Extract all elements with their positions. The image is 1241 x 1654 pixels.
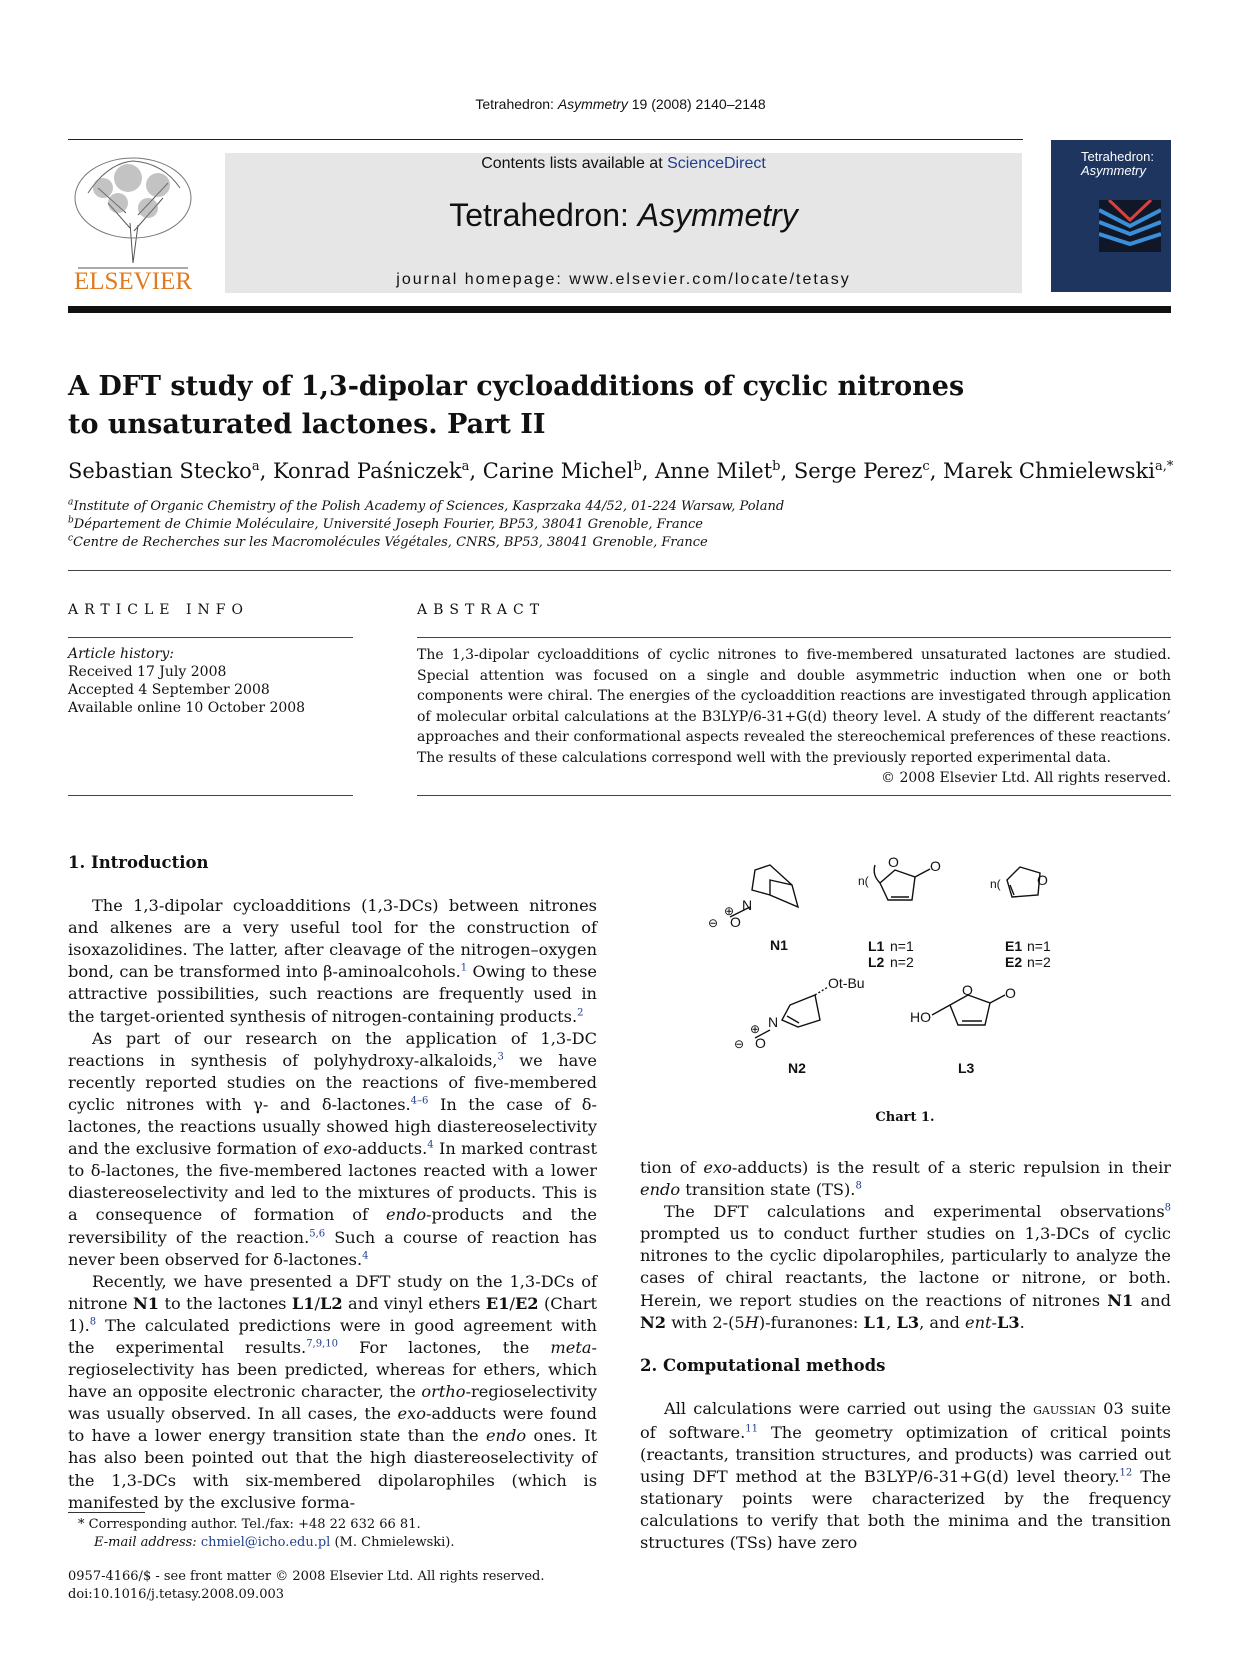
- structure-label: L2: [868, 954, 885, 970]
- doi-link[interactable]: doi:10.1016/j.tetasy.2008.09.003: [68, 1587, 285, 1602]
- abstract-text: The 1,3-dipolar cycloadditions of cyclic nitrones to five-membered unsaturated lactones are studied. Special attention was focused on a single and double asymmetric induction when one or both components were chiral. The energies of the cycloaddition reactions are investigated through application of molecular orbital calculations at the B3LYP/6-31+G(d) theory level. A study of the different reactants’ approaches and their conformational aspects revealed the stereochemical preferences of these reactions. The results of these calculations correspond well with the previously reported experimental data. © 2008 Elsevier Ltd. All rights reserved.: [417, 645, 1171, 789]
- charge-label: ⊕: [750, 1022, 761, 1036]
- journal-cover-thumbnail: Tetrahedron: Asymmetry: [1051, 140, 1171, 292]
- structure-label: n=2: [1027, 954, 1051, 970]
- journal-banner: [225, 153, 1022, 293]
- journal-name: Tetrahedron: Asymmetry: [449, 197, 798, 233]
- atom-label: O: [755, 1035, 766, 1051]
- front-matter: 0957-4166/$ - see front matter © 2008 Elsevier Ltd. All rights reserved. doi:10.1016/j.tetasy.2008.09.003: [68, 1568, 668, 1604]
- structure-label: L1: [868, 938, 885, 954]
- author-name: Marek Chmielewski: [943, 459, 1155, 483]
- structure-e1-e2: [1007, 867, 1040, 897]
- journal-homepage[interactable]: journal homepage: www.elsevier.com/locate/tetasy: [396, 271, 851, 288]
- article-history: Article history: Received 17 July 2008 Accepted 4 September 2008 Available online 10 October 2008: [68, 646, 306, 716]
- paragraph: tion of exo-adducts) is the result of a steric repulsion in their endo transition state (TS).$^8$: [640, 1158, 1171, 1200]
- charge-label: ⊖: [708, 916, 719, 930]
- structure-l3: [932, 995, 1005, 1025]
- chart-1-structures: [700, 855, 1100, 1105]
- structure-label: E1: [1005, 938, 1023, 954]
- header-rule: [68, 139, 1023, 140]
- atom-label: O: [962, 982, 973, 998]
- structure-label: n=1: [1027, 938, 1051, 954]
- structure-label: L3: [958, 1060, 975, 1076]
- structure-n1: [730, 865, 798, 917]
- section-heading: 2. Computational methods: [640, 1355, 886, 1375]
- atom-label: O: [930, 858, 941, 874]
- left-column: [68, 852, 597, 1514]
- atom-label: n(: [858, 874, 869, 888]
- copyright: © 2008 Elsevier Ltd. All rights reserved.: [881, 770, 1171, 786]
- right-column: [640, 1157, 1171, 1555]
- svg-text:ELSEVIER: ELSEVIER: [73, 268, 193, 293]
- footnote-rule: [68, 1512, 145, 1513]
- atom-label: HO: [910, 1009, 931, 1025]
- affiliation: $^a$Institute of Organic Chemistry of the Polish Academy of Sciences, Kasprzaka 44/52, 01-224 Warsaw, Poland: [68, 497, 785, 514]
- structure-label: N2: [788, 1060, 806, 1076]
- charge-label: ⊕: [724, 904, 735, 918]
- atom-label: O: [888, 855, 899, 870]
- author-name: Anne Milet: [655, 459, 773, 483]
- author-list: Sebastian Stecko$^a$, Konrad Paśniczek$^a$, Carine Michel$^b$, Anne Milet$^b$, Serge Perez$^c$, Marek Chmielewski$^{a,*}$: [68, 459, 1174, 483]
- header-thick-rule: [68, 306, 1171, 313]
- paragraph: All calculations were carried out using the GAUSSIAN 03 suite of software.$^{11}$ The geometry optimization of critical points (reactants, transition structures, and products) was carried out using DFT method at the B3LYP/6-31+G(d) level theory.$^{12}$ The stationary points were characterized by the frequency calculations to verify that both the minima and the transition structures (TSs) have zero: [640, 1398, 1171, 1553]
- divider: [68, 795, 353, 796]
- charge-label: ⊖: [734, 1037, 745, 1051]
- paragraph: Recently, we have presented a DFT study on the 1,3-DCs of nitrone N1 to the lactones L1/L2 and vinyl ethers E1/E2 (Chart 1).$^8$ The calculated predictions were in good agreement with the experimental results.$^{7,9,10}$ For lactones, the meta-regioselectivity has been predicted, whereas for ethers, which have an opposite electronic character, the ortho-regioselectivity was usually observed. In all cases, the exo-adducts were found to have a lower energy transition state than the endo ones. It has also been pointed out that the high diastereoselectivity of the 1,3-DCs with six-membered dipolarophiles (which is manifested by the exclusive forma-: [68, 1271, 597, 1512]
- author-name: Sebastian Stecko: [68, 459, 252, 483]
- article-info-heading: ARTICLE INFO: [68, 602, 249, 618]
- affiliation: $^c$Centre de Recherches sur les Macromolécules Végétales, CNRS, BP53, 38041 Grenoble, France: [68, 533, 708, 550]
- abstract-heading: ABSTRACT: [417, 602, 546, 618]
- structure-label: E2: [1005, 954, 1023, 970]
- author-name: Serge Perez: [793, 459, 923, 483]
- sciencedirect-link[interactable]: ScienceDirect: [667, 155, 766, 172]
- atom-label: O: [730, 914, 741, 930]
- section-heading: 1. Introduction: [68, 853, 209, 872]
- chart-caption: Chart 1.: [875, 1110, 935, 1125]
- atom-label: O: [1005, 985, 1016, 1001]
- atom-label: N: [768, 1014, 779, 1030]
- structure-label: N1: [770, 937, 788, 953]
- divider: [68, 637, 353, 638]
- structure-l1-l2: [874, 865, 930, 900]
- author-name: Konrad Paśniczek: [272, 459, 462, 483]
- article-title: A DFT study of 1,3-dipolar cycloadditions of cyclic nitrones to unsaturated lactones. Part II: [68, 371, 965, 440]
- atom-label: O: [1037, 872, 1048, 888]
- email-link[interactable]: chmiel@icho.edu.pl: [200, 1535, 331, 1550]
- paragraph: The DFT calculations and experimental observations$^8$ prompted us to conduct further studies on 1,3-DCs of cyclic nitrones to the cyclic dipolarophiles, particularly to analyze the cases of chiral reactants, the lactone or nitrone, or both. Herein, we report studies on the reactions of nitrones N1 and N2 with 2-(5H)-furanones: L1, L3, and ent-L3.: [640, 1202, 1171, 1332]
- paragraph: The 1,3-dipolar cycloadditions (1,3-DCs) between nitrones and alkenes are a very useful tool for the construction of isoxazolidines. The latter, after cleavage of the nitrogen–oxygen bond, can be transformed into β-aminoalcohols.$^1$ Owing to these attractive possibilities, such reactions are frequently used in the target-oriented synthesis of nitrogen-containing products.$^2$: [68, 896, 597, 1026]
- author-name: Carine Michel: [482, 459, 634, 483]
- affiliation: $^b$Département de Chimie Moléculaire, Université Joseph Fourier, BP53, 38041 Grenoble, France: [68, 515, 703, 532]
- structure-n2: [755, 987, 828, 1038]
- elsevier-logo: [68, 153, 198, 293]
- substituent-label: Ot-Bu: [828, 975, 865, 991]
- atom-label: n(: [990, 877, 1001, 891]
- paragraph: As part of our research on the application of 1,3-DC reactions in synthesis of polyhydroxy-alkaloids,$^3$ we have recently reported studies on the reactions of five-membered cyclic nitrones with γ- and δ-lactones.$^{4-6}$ In the case of δ-lactones, the reactions usually showed high diastereoselectivity and the exclusive formation of exo-adducts.$^4$ In marked contrast to δ-lactones, the five-membered lactones reacted with a lower diastereoselectivity and led to the mixtures of products. This is a consequence of formation of endo-products and the reversibility of the reaction.$^{5,6}$ Such a course of reaction has never been observed for δ-lactones.$^4$: [68, 1028, 598, 1269]
- divider: [417, 795, 1171, 796]
- atom-label: N: [742, 897, 753, 913]
- corresponding-author-footnote: * Corresponding author. Tel./fax: +48 22 632 66 81. E-mail address: chmiel@icho.edu.pl (M. Chmielewski).: [78, 1517, 455, 1550]
- journal-reference: Tetrahedron: Asymmetry 19 (2008) 2140–2148: [475, 96, 766, 112]
- contents-line: Contents lists available at ScienceDirect: [481, 155, 766, 172]
- divider: [68, 570, 1171, 571]
- structure-label: n=2: [890, 954, 914, 970]
- structure-label: n=1: [890, 938, 914, 954]
- divider: [417, 637, 1171, 638]
